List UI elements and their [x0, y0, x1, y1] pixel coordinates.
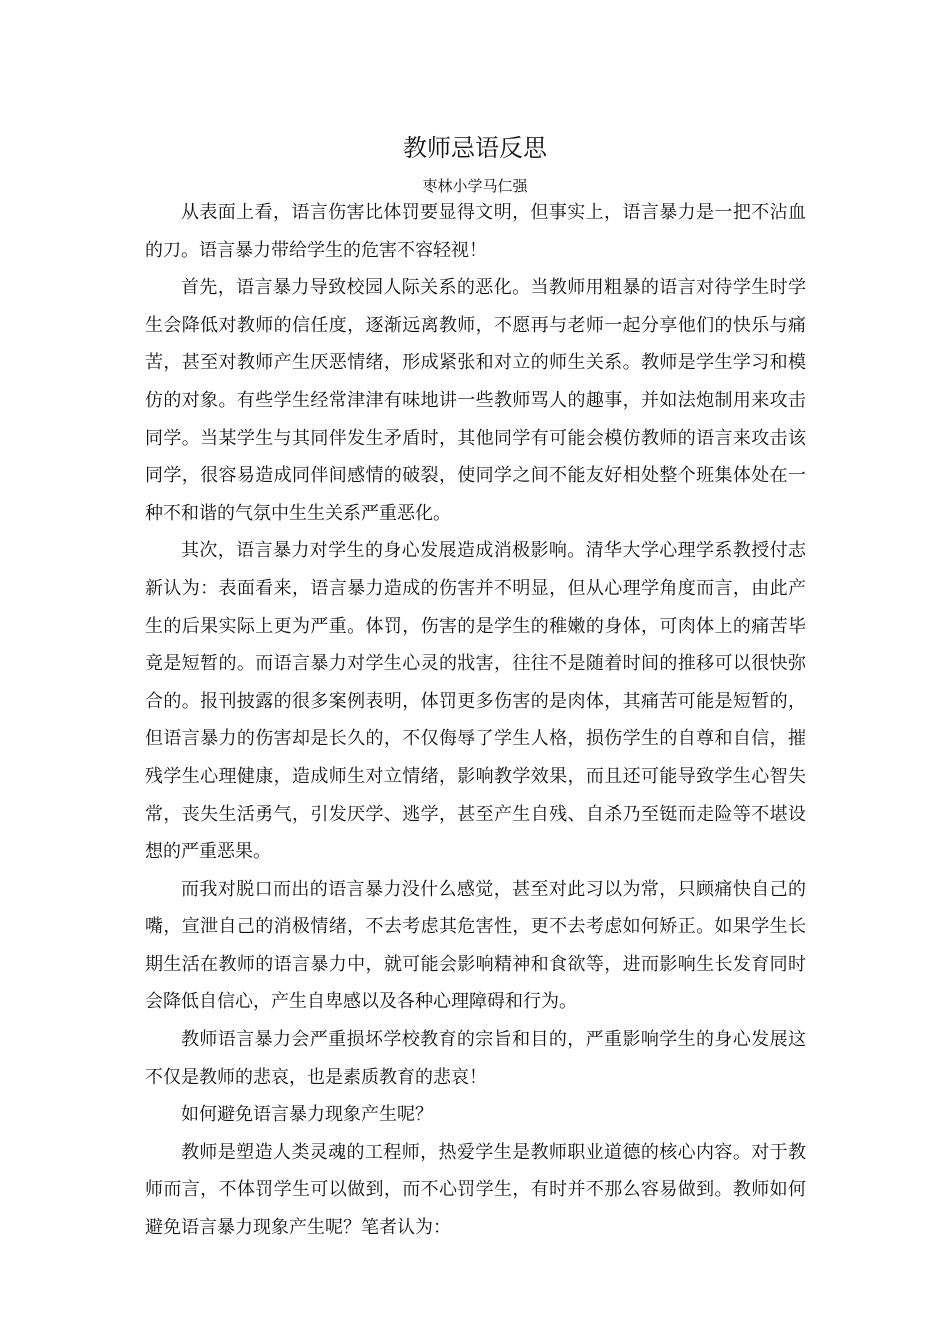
paragraph-5: 教师语言暴力会严重损坏学校教育的宗旨和目的，严重影响学生的身心发展这不仅是教师的悲哀，也是素质教育的悲哀！: [145, 1029, 806, 1088]
paragraph-6: 如何避免语言暴力现象产生呢？: [181, 1104, 433, 1126]
document-title: 教师忌语反思: [403, 134, 547, 162]
paragraph-4: 而我对脱口而出的语言暴力没什么感觉，甚至对此习以为常，只顾痛快自己的嘴，宣泄自己的消极情绪，不去考虑其危害性，更不去考虑如何矫正。如果学生长期生活在教师的语言暴力中，就可能会影响精神和食欲等，进而影响生长发育同时会降低自信心，产生自卑感以及各种心理障碍和行为。: [145, 878, 806, 1013]
document-body: [145, 194, 806, 1247]
paragraph-2: 首先，语言暴力导致校园人际关系的恶化。当教师用粗暴的语言对待学生时学生会降低对教师的信任度，逐渐远离教师，不愿再与老师一起分享他们的快乐与痛苦，甚至对教师产生厌恶情绪，形成紧张和对立的师生关系。教师是学生学习和模仿的对象。有些学生经常津津有味地讲一些教师骂人的趣事，并如法炮制用来攻击同学。当某学生与其同伴发生矛盾时，其他同学有可能会模仿教师的语言来攻击该同学，很容易造成同伴间感情的破裂，使同学之间不能友好相处整个班集体处在一种不和谐的气氛中生生关系严重恶化。: [145, 277, 806, 524]
paragraph-7: 教师是塑造人类灵魂的工程师，热爱学生是教师职业道德的核心内容。对于教师而言，不体罚学生可以做到，而不心罚学生，有时并不那么容易做到。教师如何避免语言暴力现象产生呢？笔者认为：: [145, 1141, 806, 1239]
paragraph-3: 其次，语言暴力对学生的身心发展造成消极影响。清华大学心理学系教授付志新认为：表面看来，语言暴力造成的伤害并不明显，但从心理学角度而言，由此产生的后果实际上更为严重。体罚，伤害的是学生的稚嫩的身体，可肉体上的痛苦毕竟是短暂的。而语言暴力对学生心灵的戕害，往往不是随着时间的推移可以很快弥合的。报刊披露的很多案例表明，体罚更多伤害的是肉体，其痛苦可能是短暂的，但语言暴力的伤害却是长久的，不仅侮辱了学生人格，损伤学生的自尊和自信，摧残学生心理健康，造成师生对立情绪，影响教学效果，而且还可能导致学生心智失常，丧失生活勇气，引发厌学、逃学，甚至产生自残、自杀乃至铤而走险等不堪设想的严重恶果。: [145, 540, 806, 863]
paragraph-1: 从表面上看，语言伤害比体罚要显得文明，但事实上，语言暴力是一把不沾血的刀。语言暴力带给学生的危害不容轻视！: [145, 202, 806, 261]
document-author: 枣林小学马仁强: [422, 177, 528, 195]
